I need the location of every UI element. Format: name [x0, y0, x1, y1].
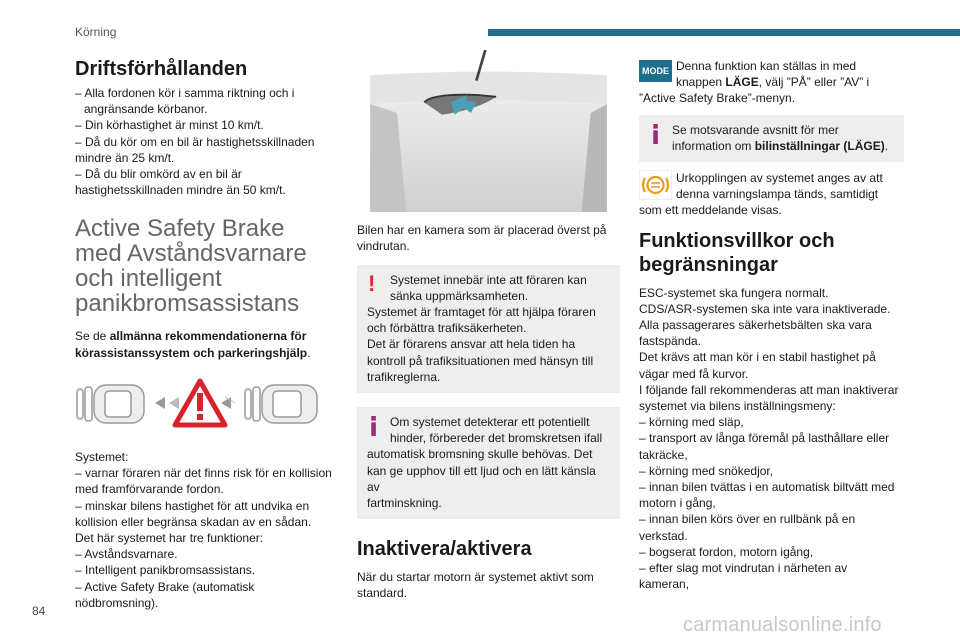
see-recommendations-link: allmänna rekommendationerna för körassistanssystem och parkeringshjälp: [75, 329, 308, 360]
see-recommendations: Se de allmänna rekommendationerna för körassistanssystem och parkeringshjälp.: [75, 329, 311, 360]
page-number: 84: [32, 604, 46, 618]
warning-line: och förbättra trafiksäkerheten.: [367, 321, 527, 336]
condition-line: – innan bilen körs över en rullbänk på en: [639, 512, 856, 527]
condition-line: CDS/ASR-systemen ska inte vara inaktiverade.: [639, 301, 891, 316]
condition-line: vägar med få kurvor.: [639, 366, 749, 381]
system-line: kollision eller begränsa skadan av en sådan.: [75, 514, 312, 529]
condition-line: angränsande körbanor.: [84, 102, 208, 117]
condition-line: hastighetsskillnaden mindre än 50 km/t.: [75, 183, 286, 198]
system-line: Systemet:: [75, 450, 129, 465]
info-note: [357, 407, 620, 519]
info-line: automatisk bromsning skulle behövas. Det: [367, 447, 593, 462]
heading-line: med Avståndsvarnare: [75, 240, 307, 268]
condition-line: fastspända.: [639, 334, 702, 349]
windshield-camera-illustration: [357, 50, 620, 212]
warning-note: [357, 265, 620, 393]
condition-line: I följande fall rekommenderas att man inaktiverar: [639, 382, 899, 397]
operating-conditions-list: [75, 85, 345, 198]
warning-lamp-instruction: Urkopplingen av systemet anges av att denna varningslampa tänds, samtidigt som ett meddelande visas.: [639, 171, 883, 218]
condition-line: – bogserat fordon, motorn igång,: [639, 544, 814, 559]
condition-line: ESC-systemet ska fungera normalt.: [639, 285, 829, 300]
info-line: fartminskning.: [367, 496, 442, 511]
condition-line: – körning med släp,: [639, 415, 744, 430]
condition-line: – Då du kör om en bil är hastighetsskillnaden: [75, 134, 315, 149]
system-line: – Active Safety Brake (automatisk: [75, 579, 255, 594]
brake-warning-lamp-icon: [639, 170, 672, 200]
vehicle-settings-link: bilinställningar (LÄGE): [754, 138, 885, 153]
camera-caption: Bilen har en kamera som är placerad överst på vindrutan.: [357, 223, 607, 254]
system-description: [75, 449, 345, 611]
warning-line: trafikreglerna.: [367, 369, 441, 384]
header-accent-bar: [488, 29, 960, 36]
system-line: med framförvarande fordon.: [75, 482, 224, 497]
heading-function-conditions: Funktionsvillkor och begränsningar: [639, 229, 835, 276]
column-middle: [357, 50, 620, 602]
heading-operating-conditions: Driftsförhållanden: [75, 58, 248, 80]
heading-deactivate-activate: Inaktivera/aktivera: [357, 538, 532, 561]
column-right: [639, 58, 904, 592]
warning-line: Systemet innebär inte att föraren kan: [390, 272, 587, 287]
mode-instruction: MODE Denna funktion kan ställas in med knappen LÄGE, välj ”PÅ” eller ”AV” i ”Active Safety Brake”-menyn.: [639, 59, 870, 106]
system-line: – varnar föraren när det finns risk för en kollision: [75, 466, 332, 481]
warning-line: Systemet är framtaget för att hjälpa föraren: [367, 305, 596, 320]
condition-line: – körning med snökedjor,: [639, 463, 774, 478]
condition-line: – Alla fordonen kör i samma riktning och i: [75, 86, 295, 100]
condition-line: – innan bilen tvättas i en automatisk biltvätt med: [639, 480, 895, 495]
warning-line: kontroll på trafiksituationen med hänsyn till: [367, 353, 594, 368]
info-icon: [368, 416, 380, 436]
function-conditions-list: [639, 285, 904, 593]
start-text: När du startar motorn är systemet aktivt som standard.: [357, 570, 594, 601]
condition-line: – efter slag mot vindrutan i närheten av: [639, 561, 848, 576]
section-title: Körning: [75, 25, 117, 39]
condition-line: Det krävs att man kör i en stabil hastighet på: [639, 350, 876, 365]
system-line: – minskar bilens hastighet för att undvika en: [75, 498, 310, 513]
condition-line: motorn i gång,: [639, 496, 716, 511]
info-line: Om systemet detekterar ett potentiellt: [390, 415, 590, 430]
system-line: Det här systemet har tre funktioner:: [75, 531, 264, 546]
condition-line: kameran,: [639, 577, 690, 592]
condition-line: verkstad.: [639, 528, 688, 543]
info-line: hinder, förbereder det bromskretsen ifall: [390, 431, 603, 446]
condition-line: takräcke,: [639, 447, 688, 462]
condition-line: systemet via bilens inställningsmeny:: [639, 399, 836, 414]
heading-line: panikbromsassistans: [75, 290, 300, 318]
condition-line: mindre än 25 km/t.: [75, 150, 175, 165]
heading-line: Active Safety Brake: [75, 215, 285, 243]
info-line: kan ge upphov till ett ljud och en lätt känsla av: [367, 463, 596, 494]
warning-exclamation-icon: !: [368, 270, 376, 296]
system-line: nödbromsning).: [75, 595, 159, 610]
condition-line: – Då du blir omkörd av en bil är: [75, 167, 242, 182]
info-icon: [650, 124, 662, 144]
heading-active-safety-brake: [75, 216, 345, 316]
warning-line: sänka uppmärksamheten.: [390, 288, 529, 303]
heading-line: och intelligent: [75, 265, 222, 293]
system-line: – Avståndsvarnare.: [75, 547, 178, 562]
column-left: [75, 55, 345, 611]
mode-button-icon: MODE: [639, 60, 672, 82]
system-line: – Intelligent panikbromsassistans.: [75, 563, 256, 578]
collision-warning-illustration: [75, 377, 325, 429]
condition-line: – Din körhastighet är minst 10 km/t.: [75, 118, 264, 133]
watermark: carmanualsonline.info: [683, 614, 882, 636]
warning-line: Det är förarens ansvar att hela tiden ha: [367, 337, 576, 352]
info-note-settings: Se motsvarande avsnitt för mer information om bilinställningar (LÄGE).: [639, 115, 904, 162]
condition-line: Alla passagerares säkerhetsbälten ska vara: [639, 318, 872, 333]
condition-line: – transport av långa föremål på lasthållare eller: [639, 431, 890, 446]
